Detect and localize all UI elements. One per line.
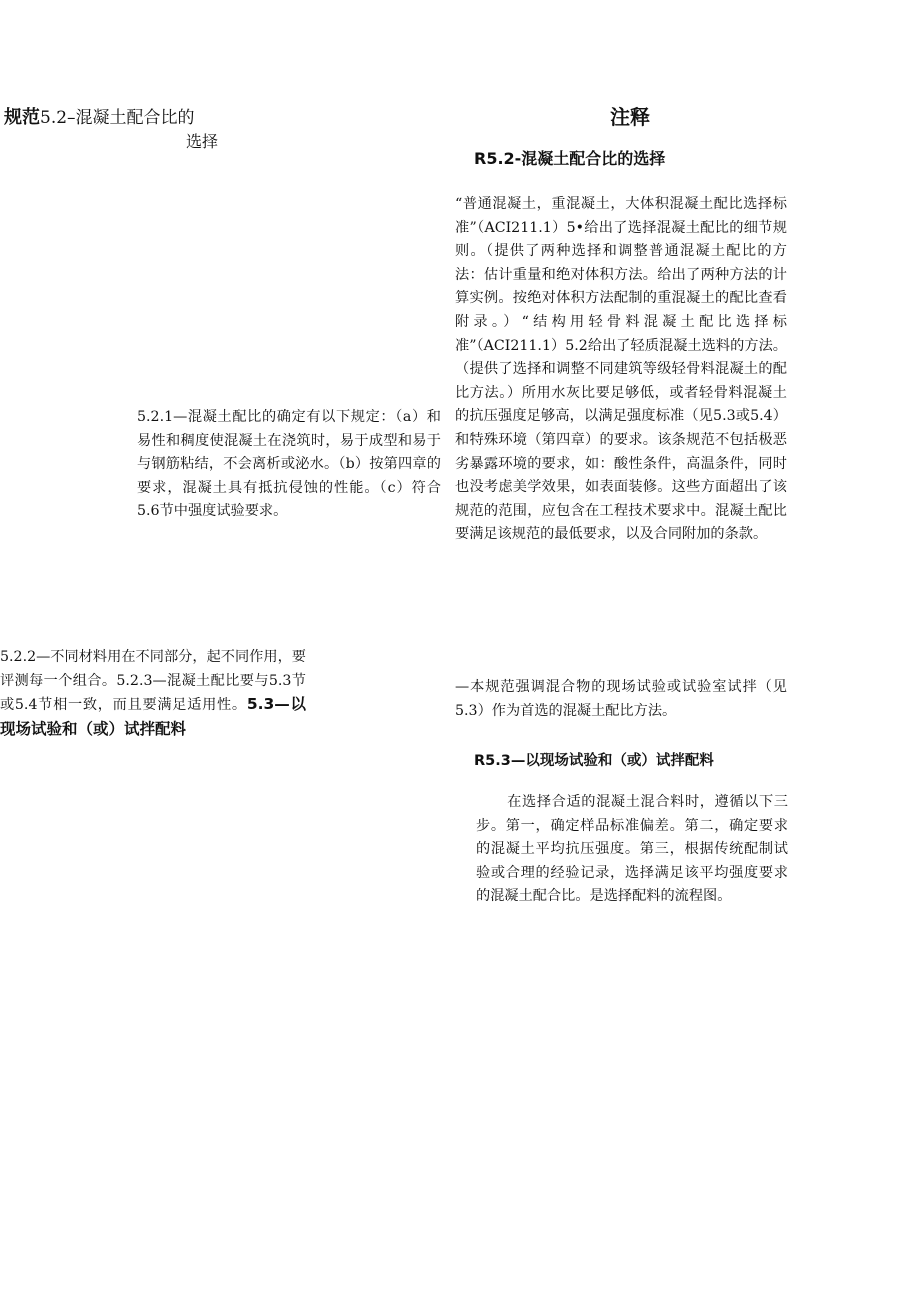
left-section-heading [4, 103, 195, 129]
r5-2-2-paragraph: —本规范强调混合物的现场试验或试验室试拌（见5.3）作为首选的混凝土配比方法。 [455, 679, 787, 719]
code-label: 规范 [4, 107, 40, 128]
section-5-3-heading: 5.3—以现场试验和（或）试拌配料 [0, 695, 306, 738]
section-5-2-title: 5.2–混凝土配合比的 [40, 108, 195, 128]
commentary-heading: 注释 [610, 105, 650, 129]
r5-3-title: R5.3—以现场试验和（或）试拌配料 [474, 753, 714, 769]
section-5-2-1-paragraph: 5.2.1—混凝土配比的确定有以下规定：（a）和易性和稠度使混凝土在浇筑时，易于成型和易于与钢筋粘结，不会离析或泌水。（b）按第四章的要求，混凝土具有抵抗侵蚀的性能。（c）符合5.6节中强度试验要求。 [137, 409, 441, 520]
r5-3-paragraph: 在选择合适的混凝土混合料时，遵循以下三步。第一，确定样品标准偏差。第二，确定要求的混凝土平均抗压强度。第三，根据传统配制试验或合理的经验记录，选择满足该平均强度要求的混凝土配合比。是选择配料的流程图。 [476, 794, 788, 905]
section-5-2-2-text: 5.2.2—不同材料用在不同部分，起不同作用，要评测每一个组合。5.2.3—混凝土配比要与5.3节或5.4节相一致，而且要满足适用性。 [0, 649, 306, 714]
section-5-2-2-paragraph [0, 646, 306, 742]
section-5-2-title-line2: 选择 [186, 132, 219, 151]
r5-2-title: R5.2-混凝土配合比的选择 [474, 149, 666, 168]
r5-2-paragraph: “普通混凝土，重混凝土，大体积混凝土配比选择标准”（ACI211.1）5•给出了选择混凝土配比的细节规则。（提供了两种选择和调整普通混凝土配比的方法：估计重量和绝对体积方法。给出了两种方法的计算实例。按绝对体积方法配制的重混凝土的配比查看附录。）“结构用轻骨料混凝土配比选择标准”（ACI211.1）5.2给出了轻质混凝土选料的方法。（提供了选择和调整不同建筑等级轻骨料混凝土的配比方法。）所用水灰比要足够低，或者轻骨料混凝土的抗压强度足够高，以满足强度标准（见5.3或5.4）和特殊环境（第四章）的要求。该条规范不包括极恶劣暴露环境的要求，如：酸性条件，高温条件，同时也没考虑美学效果，如表面装修。这些方面超出了该规范的范围，应包含在工程技术要求中。混凝土配比要满足该规范的最低要求，以及合同附加的条款。 [455, 196, 787, 543]
